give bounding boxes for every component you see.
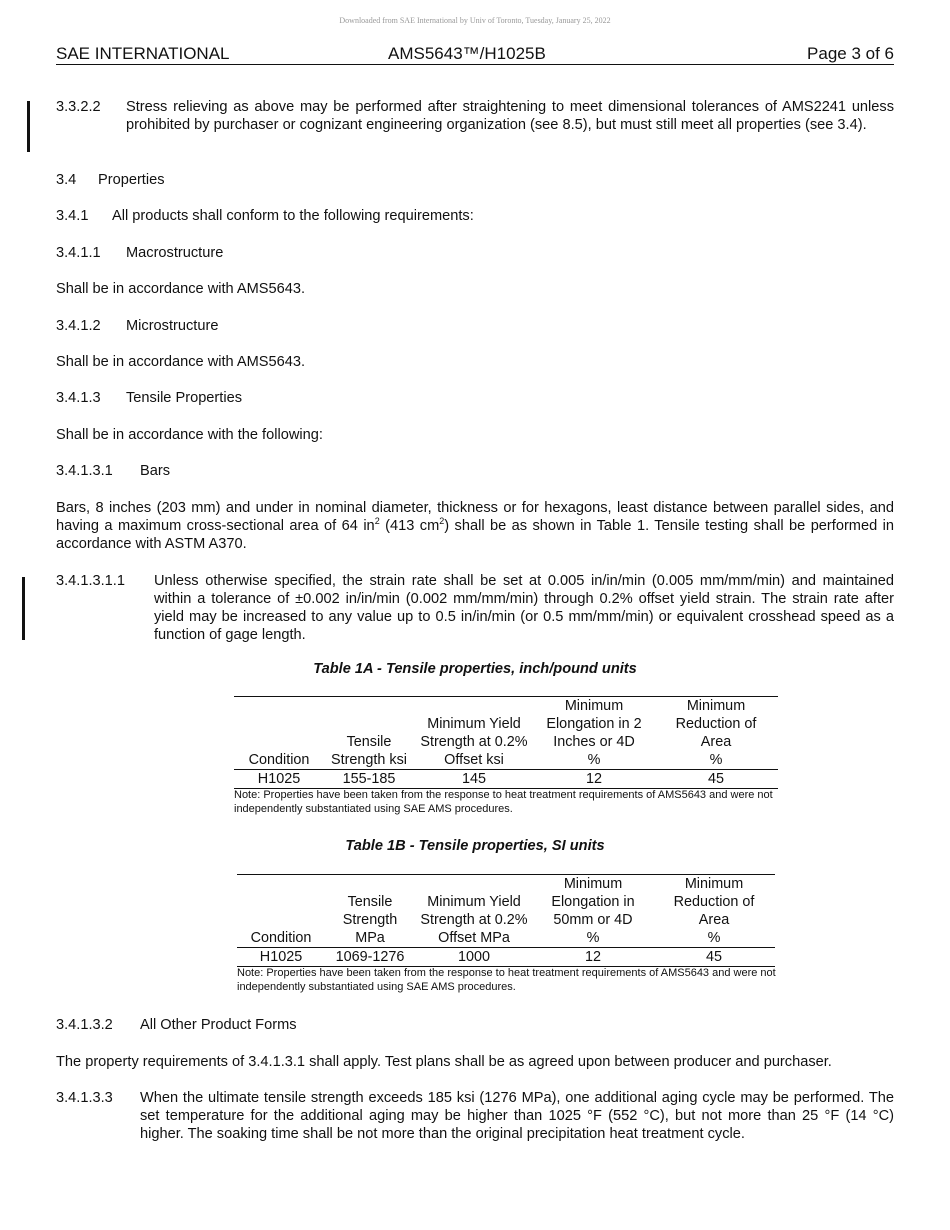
table-cell: H1025 bbox=[237, 948, 325, 967]
column-header bbox=[414, 697, 534, 770]
header-line: Tensile bbox=[346, 734, 392, 750]
header-line: Strength at 0.2% bbox=[420, 734, 528, 750]
header-doc-id: AMS5643™/H1025B bbox=[388, 44, 546, 63]
section-title: All Other Product Forms bbox=[140, 1017, 297, 1033]
section-number: 3.4.1.1 bbox=[56, 245, 101, 261]
header-line: Minimum Yield bbox=[427, 716, 521, 732]
section-3-3-2-2 bbox=[56, 98, 894, 134]
table-1a-caption: Table 1A - Tensile properties, inch/pound units bbox=[313, 661, 637, 677]
section-number: 3.4.1.3 bbox=[56, 390, 101, 406]
header-line: Area bbox=[700, 734, 732, 750]
section-title: Properties bbox=[98, 172, 165, 188]
header-line: MPa bbox=[355, 930, 385, 946]
header-line: Minimum bbox=[563, 876, 623, 892]
section-text: Unless otherwise specified, the strain rate shall be set at 0.005 in/in/min (0.005 mm/mm/min) and maintained within a tolerance of ±0.002 in/in/min (0.002 mm/mm/min) through 0.2% offset yield strain. The strain rate after yield may be increased to any value up to 0.5 in/in/min (or 0.5 mm/mm/min) or equivalent crosshead speed as a function of gage length. bbox=[154, 573, 894, 643]
section-body: The property requirements of 3.4.1.3.1 shall apply. Test plans shall be as agreed upon between producer and purchaser. bbox=[56, 1054, 832, 1070]
section-title: Macrostructure bbox=[126, 245, 224, 261]
table-cell: 45 bbox=[654, 770, 778, 789]
table-cell: 1000 bbox=[415, 948, 533, 967]
table-1a bbox=[234, 696, 778, 789]
table-header-row bbox=[234, 697, 778, 770]
header-line: Minimum Yield bbox=[427, 894, 521, 910]
table-header-row bbox=[237, 875, 775, 948]
superscript: 2 bbox=[439, 516, 445, 527]
change-bar bbox=[27, 101, 30, 152]
header-line: % bbox=[587, 752, 601, 768]
header-line: Reduction of bbox=[673, 894, 755, 910]
header-line: Minimum bbox=[564, 698, 624, 714]
table-cell: H1025 bbox=[234, 770, 324, 789]
column-header bbox=[653, 875, 775, 948]
header-org: SAE INTERNATIONAL bbox=[56, 44, 230, 63]
section-text: Stress relieving as above may be performed after straightening to meet dimensional tolerances of AMS2241 unless prohibited by purchaser or cognizant engineering organization (see 8.5), but must still meet all properties (see 3.4). bbox=[126, 99, 894, 133]
header-line: % bbox=[586, 930, 600, 946]
section-3-4 bbox=[56, 171, 165, 189]
table-1b-caption: Table 1B - Tensile properties, SI units bbox=[345, 838, 605, 854]
header-line: Condition bbox=[248, 752, 310, 768]
column-header bbox=[654, 697, 778, 770]
header-line: Elongation in 2 bbox=[546, 716, 642, 732]
section-body: Shall be in accordance with AMS5643. bbox=[56, 354, 306, 370]
superscript: 2 bbox=[374, 516, 380, 527]
header-page-number: Page 3 of 6 bbox=[807, 44, 894, 63]
section-title: Bars bbox=[140, 463, 171, 479]
header-line: Offset MPa bbox=[438, 930, 510, 946]
column-header bbox=[325, 875, 415, 948]
header-line: Elongation in bbox=[551, 894, 635, 910]
table-cell: 12 bbox=[533, 948, 653, 967]
header-line: Reduction of bbox=[675, 716, 757, 732]
section-3-4-1-2 bbox=[56, 317, 219, 335]
section-3-4-1-3-2 bbox=[56, 1016, 297, 1034]
table-1b-note: Note: Properties have been taken from the response to heat treatment requirements of AMS5643 and were not independently substantiated using SAE AMS procedures. bbox=[237, 967, 776, 993]
table-row bbox=[234, 770, 778, 789]
section-body bbox=[56, 499, 894, 553]
header-line: 50mm or 4D bbox=[553, 912, 633, 928]
body-text: (413 cm bbox=[379, 518, 440, 534]
section-number: 3.4.1.3.3 bbox=[56, 1090, 113, 1106]
section-title: Microstructure bbox=[126, 318, 219, 334]
section-body: Shall be in accordance with the following: bbox=[56, 427, 323, 443]
table-cell: 12 bbox=[534, 770, 654, 789]
column-header bbox=[324, 697, 414, 770]
column-header bbox=[534, 697, 654, 770]
table-cell: 45 bbox=[653, 948, 775, 967]
header-line: % bbox=[707, 930, 721, 946]
header-line: Strength ksi bbox=[331, 752, 407, 768]
body-text: ) shall be as shown in Table 1. Tensile testing shall be performed in accordance with ASTM A370. bbox=[56, 518, 894, 552]
section-3-4-1 bbox=[56, 207, 894, 225]
section-number: 3.4.1.2 bbox=[56, 318, 101, 334]
column-header bbox=[415, 875, 533, 948]
section-title: Tensile Properties bbox=[126, 390, 242, 406]
table-cell: 145 bbox=[414, 770, 534, 789]
table-row bbox=[237, 948, 775, 967]
section-3-4-1-3 bbox=[56, 389, 242, 407]
header-line: Inches or 4D bbox=[553, 734, 635, 750]
section-3-4-1-3-1-1 bbox=[56, 572, 894, 644]
section-number: 3.4 bbox=[56, 172, 77, 188]
table-cell: 1069-1276 bbox=[325, 948, 415, 967]
change-bar bbox=[22, 577, 25, 640]
section-number: 3.4.1.3.2 bbox=[56, 1017, 113, 1033]
header-line: % bbox=[709, 752, 723, 768]
section-number: 3.3.2.2 bbox=[56, 99, 101, 115]
column-header bbox=[234, 697, 324, 770]
header-line: Minimum bbox=[686, 698, 746, 714]
section-number: 3.4.1 bbox=[56, 208, 89, 224]
page-header bbox=[56, 44, 894, 65]
column-header bbox=[237, 875, 325, 948]
section-text: When the ultimate tensile strength exceeds 185 ksi (1276 MPa), one additional aging cycle may be performed. The set temperature for the additional aging may be higher than 1025 °F (552 °C), but not more than 25 °F (14 °C) higher. The soaking time shall be not more than the original precipitation heat treatment cycle. bbox=[140, 1090, 894, 1142]
section-number: 3.4.1.3.1.1 bbox=[56, 573, 125, 589]
header-line: Strength bbox=[342, 912, 398, 928]
body-text: Bars, 8 inches (203 mm) and under in nominal diameter, thickness or for hexagons, least distance between parallel sides, and having a maximum cross-sectional area of 64 in bbox=[56, 500, 894, 534]
header-line: Minimum bbox=[684, 876, 744, 892]
table-cell: 155-185 bbox=[324, 770, 414, 789]
section-body: Shall be in accordance with AMS5643. bbox=[56, 281, 306, 297]
section-3-4-1-3-3 bbox=[56, 1089, 894, 1143]
download-notice: Downloaded from SAE International by Univ of Toronto, Tuesday, January 25, 2022 bbox=[339, 16, 611, 25]
header-line: Strength at 0.2% bbox=[420, 912, 528, 928]
table-1b bbox=[237, 874, 775, 967]
section-3-4-1-3-1 bbox=[56, 462, 171, 480]
header-line: Tensile bbox=[347, 894, 393, 910]
section-number: 3.4.1.3.1 bbox=[56, 463, 113, 479]
column-header bbox=[533, 875, 653, 948]
header-line: Condition bbox=[250, 930, 312, 946]
section-3-4-1-1 bbox=[56, 244, 224, 262]
header-line: Area bbox=[698, 912, 730, 928]
header-line: Offset ksi bbox=[444, 752, 504, 768]
section-text: All products shall conform to the following requirements: bbox=[112, 208, 474, 224]
table-1a-note: Note: Properties have been taken from the response to heat treatment requirements of AMS5643 and were not independently substantiated using SAE AMS procedures. bbox=[234, 789, 773, 815]
